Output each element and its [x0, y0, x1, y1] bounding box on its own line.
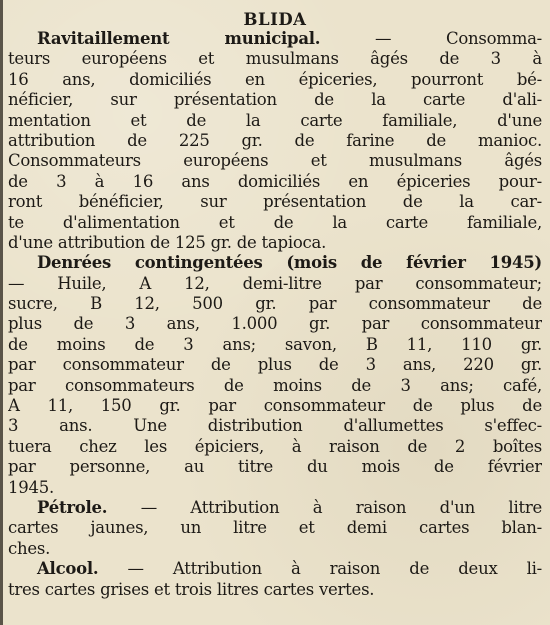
text-line: [8, 49, 542, 69]
text-line: [8, 172, 542, 192]
text-line: [8, 335, 542, 355]
line-text: — Consomma-: [320, 29, 542, 48]
line-text: teurs européens et musulmans âgés de 3 à: [8, 49, 542, 69]
text-line: [8, 396, 542, 416]
text-line: [8, 192, 542, 212]
text-line: [8, 376, 542, 396]
line-text: mentation et de la carte familiale, d'une: [8, 110, 542, 130]
text-line: [8, 478, 542, 498]
text-line: [8, 111, 542, 131]
line-text: — Attribution à raison de deux li-: [98, 559, 542, 579]
article-paragraph: [8, 559, 542, 600]
text-line: [8, 355, 542, 375]
line-text: Consommateurs européens et musulmans âgés: [8, 151, 542, 171]
text-line: [8, 151, 542, 171]
line-text: attribution de 225 gr. de farine de manioc.: [8, 130, 542, 150]
text-line: [8, 539, 542, 559]
article-headline: BLIDA: [243, 10, 307, 29]
text-line: [8, 457, 542, 477]
line-text: ches.: [8, 538, 51, 558]
text-line: [8, 294, 542, 314]
line-text: — Attribution à raison d'un litre: [107, 497, 542, 517]
line-text: A 11, 150 gr. par consommateur de plus de: [8, 396, 542, 416]
bold-lead-in: Denrées contingentées (mois de février 1945): [37, 253, 542, 273]
line-text: plus de 3 ans, 1.000 gr. par consommateur: [8, 314, 542, 334]
text-line: [8, 274, 542, 294]
text-line: [8, 559, 542, 579]
line-text: te d'alimentation et de la carte familiale,: [8, 212, 542, 232]
column-rule: [0, 0, 3, 625]
text-line: [8, 131, 542, 151]
bold-lead-in: Pétrole.: [37, 497, 108, 517]
text-line: [8, 90, 542, 110]
line-text: par consommateur de plus de 3 ans, 220 gr.: [8, 355, 542, 375]
article-paragraph: [8, 253, 542, 498]
text-line: [8, 518, 542, 538]
text-line: [8, 253, 542, 273]
line-text: sucre, B 12, 500 gr. par consommateur de: [8, 294, 542, 314]
line-text: de 3 à 16 ans domiciliés en épiceries pour-: [8, 171, 542, 191]
line-text: ront bénéficier, sur présentation de la car-: [8, 192, 542, 212]
line-text: cartes jaunes, un litre et demi cartes blan-: [8, 518, 542, 538]
line-text: — Huile, A 12, demi-litre par consommateur;: [8, 273, 542, 293]
text-line: [8, 416, 542, 436]
line-text: d'une attribution de 125 gr. de tapioca.: [8, 232, 327, 252]
line-text: tres cartes grises et trois litres cartes vertes.: [8, 579, 375, 599]
text-line: [8, 233, 542, 253]
text-line: [8, 213, 542, 233]
bold-lead-in: Ravitaillement municipal.: [37, 29, 321, 48]
line-text: 1945.: [8, 477, 54, 497]
line-text: par personne, au titre du mois de février: [8, 457, 542, 477]
text-line: [8, 437, 542, 457]
line-text: 3 ans. Une distribution d'allumettes s'effec-: [8, 416, 542, 436]
article-paragraph: [8, 498, 542, 559]
line-text: néficier, sur présentation de la carte d'ali-: [8, 90, 542, 110]
article-paragraph: [8, 29, 542, 253]
article-body: [8, 29, 542, 600]
line-text: par consommateurs de moins de 3 ans; café,: [8, 375, 542, 395]
text-line: [8, 498, 542, 518]
text-line: [8, 70, 542, 90]
text-line: [8, 580, 542, 600]
line-text: de moins de 3 ans; savon, B 11, 110 gr.: [8, 334, 542, 354]
text-line: [8, 314, 542, 334]
line-text: tuera chez les épiciers, à raison de 2 boîtes: [8, 436, 542, 456]
text-line: [8, 29, 542, 49]
line-text: 16 ans, domiciliés en épiceries, pourront bé-: [8, 69, 542, 89]
bold-lead-in: Alcool.: [37, 559, 99, 579]
